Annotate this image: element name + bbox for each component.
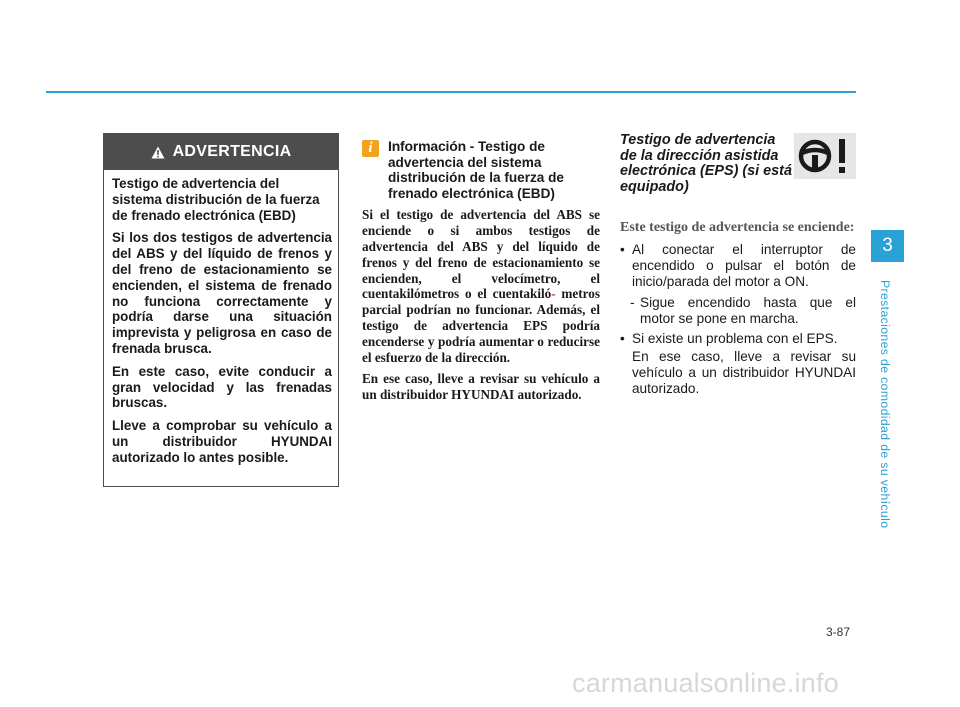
dash-marker: - [630, 294, 635, 310]
info-icon: i [362, 140, 379, 157]
list-item [620, 331, 856, 347]
info-body [362, 207, 600, 403]
info-title [385, 139, 600, 201]
info-section [362, 139, 600, 409]
warning-body [104, 170, 338, 466]
info-paragraph: En ese caso, lleve a revisar su vehículo a un distribuidor HYUNDAI autorizado. [362, 371, 600, 403]
eps-symbol-box [794, 133, 856, 179]
hyphen-mark: - [551, 286, 556, 302]
chapter-title: Prestaciones de comodidad de su vehículo [878, 280, 892, 529]
warning-paragraph: En este caso, evite conducir a gran velocidad y las frenadas bruscas. [112, 363, 332, 411]
info-text: Si el testigo de advertencia del ABS se enciende o si ambos testigos de advertencia del ABS y del líquido de frenos y del freno de estacionamiento se encienden, el velocímetro, el cuentakilómetros o el cuentakiló [362, 207, 600, 302]
watermark: carmanualsonline.info [572, 668, 839, 698]
list-item [620, 242, 856, 289]
sub-list-item-text: Sigue encendido hasta que el motor se pone en marcha. [640, 294, 856, 326]
list-item-text: Si existe un problema con el EPS. [632, 331, 838, 347]
eps-list [620, 242, 856, 396]
info-text: metros parcial podrían no funcionar. Además, el testigo de advertencia EPS podría encenderse y podría aumentar o reducirse el esfuerzo de la dirección. [362, 286, 600, 365]
eps-title: Testigo de advertencia de la dirección asistida electrónica (EPS) (si está equipado) [620, 132, 792, 195]
list-item-text: Al conectar el interruptor de encendido o pulsar el botón de inicio/parada del motor a ON. [632, 242, 856, 289]
steering-wheel-warning-icon [794, 133, 856, 179]
info-paragraph [362, 207, 600, 365]
warning-subtitle: Testigo de advertencia del sistema distribución de la fuerza de frenado electrónica (EBD) [112, 176, 320, 223]
sub-list-item [630, 295, 856, 327]
page-number: 3-87 [826, 625, 851, 639]
warning-paragraph: Si los dos testigos de advertencia del ABS y del líquido de frenos y del freno de estacionamiento se encienden, el sistema de frenado no funciona correctamente y podría darse una situación imprevista y peligrosa en caso de frenada brusca. [112, 230, 332, 356]
top-rule [46, 91, 856, 93]
bullet-icon: • [620, 242, 625, 258]
bullet-icon: • [620, 331, 625, 347]
list-item-continuation: En ese caso, lleve a revisar su vehículo a un distribuidor HYUNDAI autorizado. [632, 349, 856, 396]
eps-section [620, 133, 856, 397]
chapter-number: 3 [871, 230, 904, 262]
warning-header-label: ADVERTENCIA [172, 143, 292, 160]
info-title-lead: Información [388, 138, 466, 154]
warning-header [104, 134, 338, 170]
info-heading [362, 139, 600, 201]
info-title-rest: - Testigo de advertencia del sistema distribución de la fuerza de frenado electrónica (EBD) [388, 139, 564, 201]
warning-paragraph: Lleve a comprobar su vehículo a un distribuidor HYUNDAI autorizado lo antes posible. [112, 418, 332, 465]
warning-triangle-icon [151, 146, 165, 159]
eps-intro: Este testigo de advertencia se enciende: [620, 220, 855, 236]
warning-box [103, 133, 339, 487]
